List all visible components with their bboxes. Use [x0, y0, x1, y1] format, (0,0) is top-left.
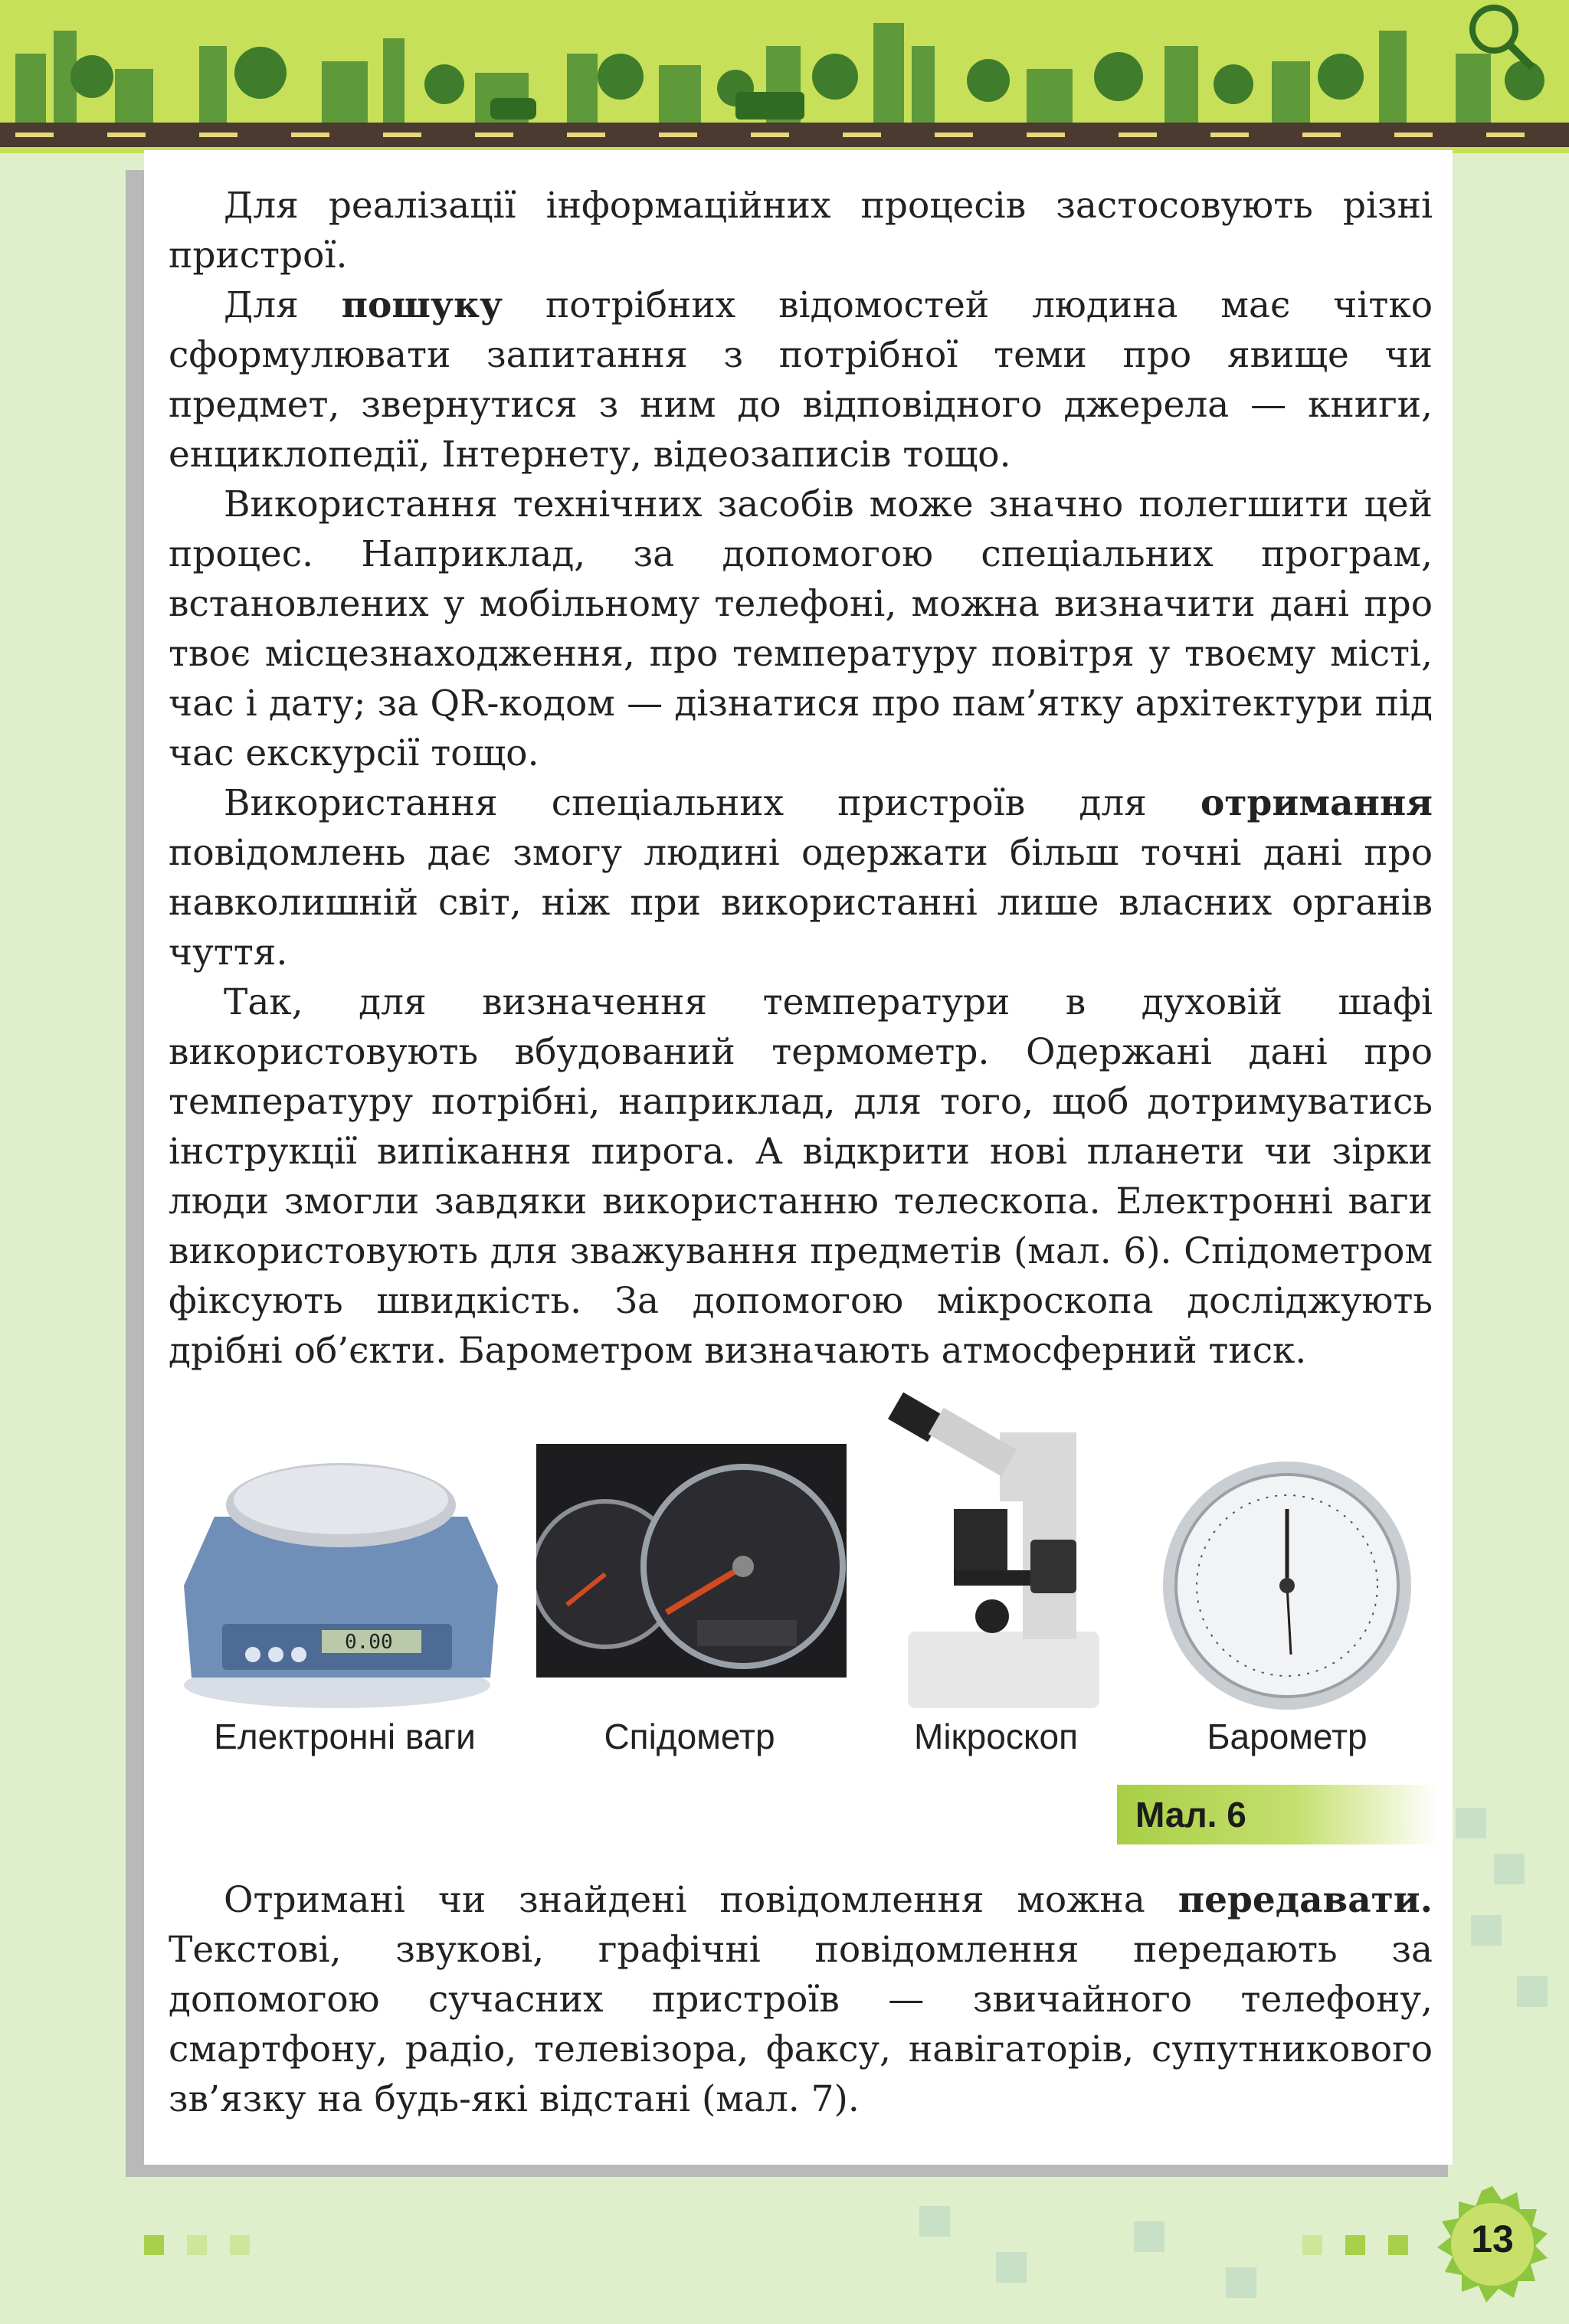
footer-square	[144, 2235, 164, 2255]
caption-microscope: Мікроскоп	[914, 1717, 1078, 1756]
footer-square	[1388, 2235, 1408, 2255]
paragraph-6: Отримані чи знайдені повідомлення можна передавати. Текстові, звукові, графічні повідомлення передають за допомогою сучасних пристроїв — звичайного телефону, смартфону, радіо, телевізора, факсу, навігаторів, супутникового зв’язку на будь-які відстані (мал. 7).	[169, 1879, 1433, 2120]
footer-square	[187, 2235, 207, 2255]
barometer-image	[1157, 1455, 1417, 1716]
electronic-scale-image	[169, 1432, 506, 1723]
bold-term-receive: отримання	[1200, 782, 1433, 824]
text-section-bottom	[169, 1875, 1433, 2124]
footer-square	[230, 2235, 250, 2255]
paragraph-2: Для пошуку потрібних відомостей людина має чітко сформулювати запитання з потрібної теми про явище чи предмет, звернутися з ним до відповідного джерела — книги, енциклопедії, Інтернету, відеозаписів тощо.	[169, 284, 1433, 476]
page-number: 13	[1471, 2218, 1514, 2260]
paragraph-4: Використання спеціальних пристроїв для отримання повідомлень дає змогу людині одержати більш точні дані про навколишній світ, ніж при використанні лише власних органів чуття.	[169, 782, 1433, 974]
footer-square	[1345, 2235, 1365, 2255]
caption-speedometer: Спідометр	[604, 1717, 775, 1756]
mosaic-square	[919, 2206, 950, 2237]
scale-display-text: 0.00	[345, 1631, 393, 1654]
mosaic-square	[1226, 2267, 1256, 2298]
header-banner	[0, 0, 1569, 153]
caption-barometer: Барометр	[1207, 1717, 1368, 1756]
mosaic-square	[1471, 1915, 1502, 1946]
caption-electronic-scale: Електронні ваги	[214, 1717, 476, 1756]
mosaic-square	[1517, 1976, 1548, 2007]
city-skyline-illustration	[0, 0, 1569, 153]
paragraph-3: Використання технічних засобів може значно полегшити цей процес. Наприклад, за допомогою спеціальних програм, встановлених у мобільному телефоні, можна визначити дані про твоє місцезнаходження, про температуру повітря у твоєму місті, час і дату; за QR-кодом — дізнатися про пам’ятку архітектури під час екскурсії тощо.	[169, 483, 1433, 774]
speedometer-image	[536, 1444, 847, 1678]
microscope-image	[885, 1386, 1107, 1716]
mosaic-square	[996, 2252, 1027, 2283]
paragraph-1: Для реалізації інформаційних процесів застосовують різні пристрої.	[169, 185, 1433, 277]
figure-label: Мал. 6	[1117, 1785, 1439, 1844]
footer-square	[1302, 2235, 1322, 2255]
bold-term-search: пошуку	[341, 284, 503, 326]
mosaic-square	[1456, 1808, 1486, 1838]
paragraph-5: Так, для визначення температури в духовій шафі використовують вбудований термометр. Одержані дані про температуру потрібні, наприклад, для того, щоб дотримуватись інструкції випікання пирога. А відкрити нові планети чи зірки люди змогли завдяки використанню телескопа. Електронні ваги використовують для зважування предметів (мал. 6). Спідометром фіксують швидкість. За допомогою мікроскопа досліджують дрібні об’єкти. Барометром визначають атмосферний тиск.	[169, 981, 1433, 1372]
mosaic-square	[1134, 2221, 1164, 2252]
mosaic-square	[1494, 1854, 1525, 1884]
bold-term-transmit: передавати.	[1178, 1879, 1433, 1921]
text-section-top	[169, 181, 1433, 1376]
